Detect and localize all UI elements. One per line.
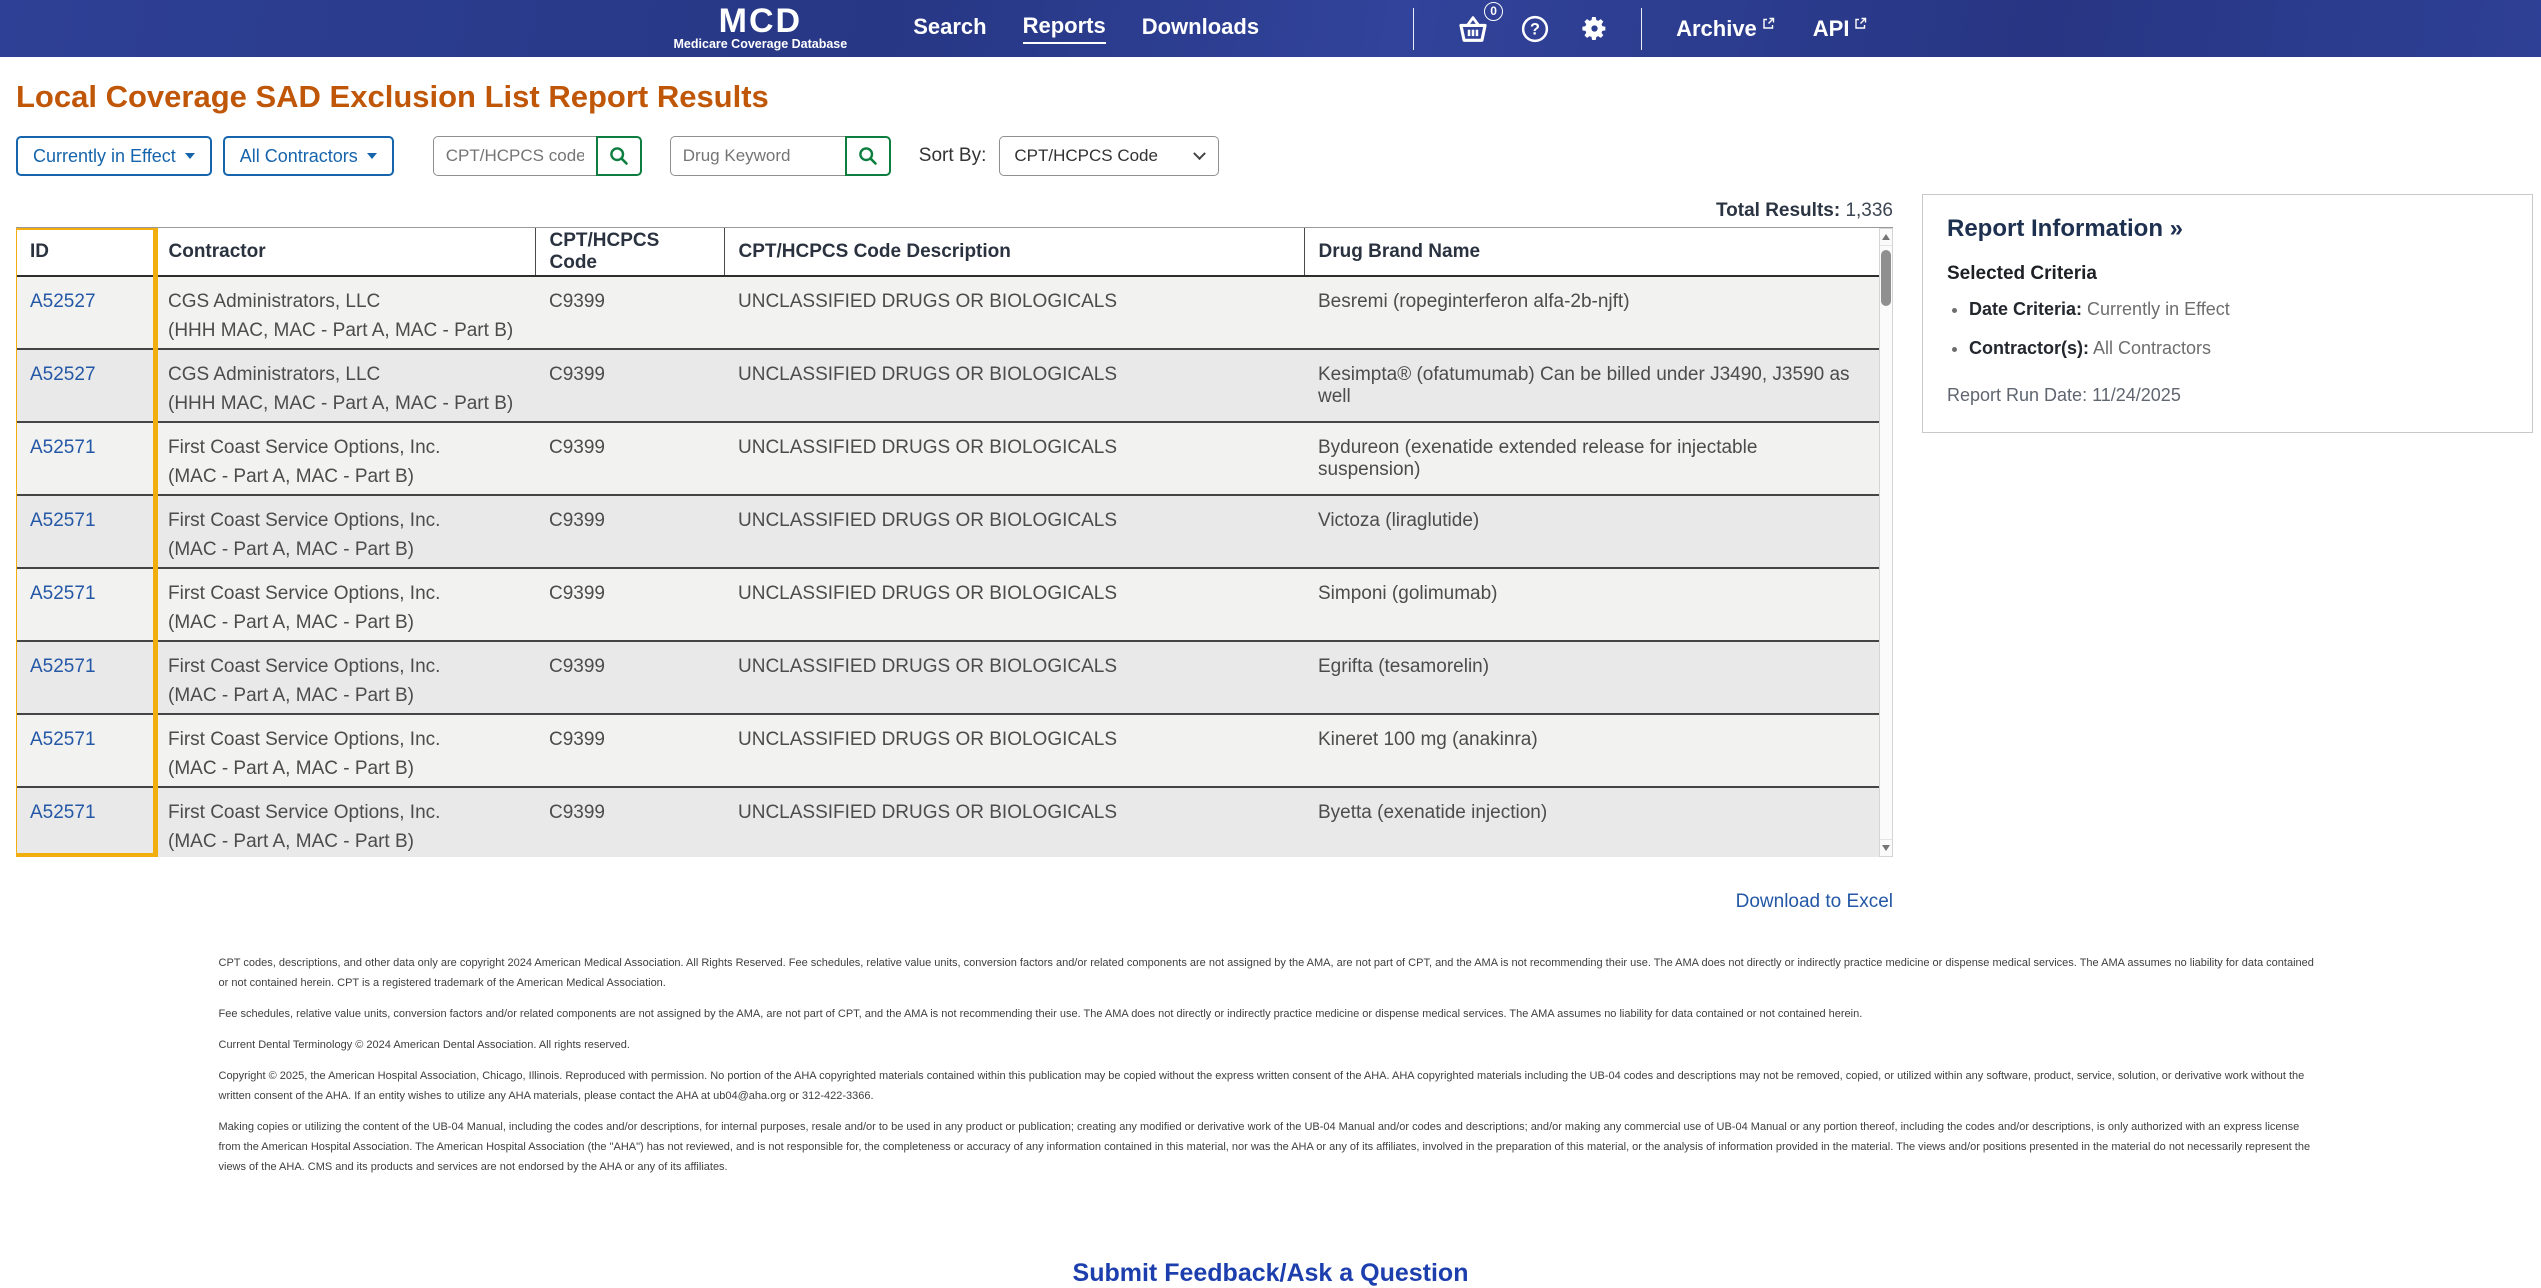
- criteria-item-date: [1969, 299, 2508, 320]
- submit-feedback-link[interactable]: Submit Feedback/Ask a Question: [1072, 1259, 1469, 1287]
- cell-description: UNCLASSIFIED DRUGS OR BIOLOGICALS: [724, 787, 1304, 857]
- cell-code: C9399: [535, 495, 724, 568]
- cell-id: [16, 276, 154, 349]
- sort-by-select[interactable]: [999, 136, 1219, 176]
- column-header-drug: Drug Brand Name: [1304, 228, 1879, 276]
- search-icon: [608, 145, 630, 167]
- contractor-name: First Coast Service Options, Inc.: [168, 437, 441, 458]
- mcd-logo-text: MCD: [718, 2, 803, 40]
- cpt-search-button[interactable]: [596, 136, 642, 176]
- api-link[interactable]: [1813, 16, 1868, 42]
- external-links-cluster: [1641, 8, 1867, 50]
- cell-drug: Victoza (liraglutide): [1304, 495, 1879, 568]
- cell-code: C9399: [535, 568, 724, 641]
- mcd-logo-subtitle: Medicare Coverage Database: [673, 37, 848, 51]
- cell-drug: Byetta (exenatide injection): [1304, 787, 1879, 857]
- date-criteria-label: Currently in Effect: [33, 145, 176, 166]
- criteria-item-contractor: [1969, 338, 2508, 359]
- table-body: [16, 276, 1879, 857]
- archive-link-label: Archive: [1676, 15, 1757, 41]
- article-id-link[interactable]: A52571: [30, 802, 96, 823]
- cell-description: UNCLASSIFIED DRUGS OR BIOLOGICALS: [724, 641, 1304, 714]
- cell-code: C9399: [535, 349, 724, 422]
- nav-icon-cluster: [1413, 4, 1609, 50]
- nav-downloads[interactable]: Downloads: [1141, 14, 1260, 39]
- table-row: [16, 495, 1879, 568]
- contractor-name: CGS Administrators, LLC: [168, 364, 381, 385]
- cell-contractor: [154, 422, 535, 495]
- results-table-container: [16, 227, 1893, 857]
- external-link-icon: [1854, 17, 1867, 30]
- contractor-name: First Coast Service Options, Inc.: [168, 802, 441, 823]
- help-icon[interactable]: [1520, 14, 1550, 44]
- cell-id: [16, 495, 154, 568]
- contractor-types: (MAC - Part A, MAC - Part B): [168, 612, 414, 633]
- search-icon: [857, 145, 879, 167]
- contractor-name: First Coast Service Options, Inc.: [168, 510, 441, 531]
- contractor-name: First Coast Service Options, Inc.: [168, 583, 441, 604]
- cell-description: UNCLASSIFIED DRUGS OR BIOLOGICALS: [724, 422, 1304, 495]
- article-id-link[interactable]: A52571: [30, 656, 96, 677]
- triangle-down-icon: [1882, 845, 1890, 851]
- selected-criteria-label: Selected Criteria: [1947, 263, 2097, 284]
- primary-nav: [913, 13, 1295, 44]
- filter-bar: [16, 136, 2541, 176]
- mcd-logo[interactable]: [673, 2, 848, 51]
- cell-drug: Bydureon (exenatide extended release for injectable suspension): [1304, 422, 1879, 495]
- cell-contractor: [154, 787, 535, 857]
- cell-code: C9399: [535, 714, 724, 787]
- legal-paragraph: Current Dental Terminology © 2024 American Dental Association. All rights reserved.: [218, 1039, 630, 1051]
- cell-description: UNCLASSIFIED DRUGS OR BIOLOGICALS: [724, 714, 1304, 787]
- cell-drug: Kesimpta® (ofatumumab) Can be billed under J3490, J3590 as well: [1304, 349, 1879, 422]
- contractor-name: First Coast Service Options, Inc.: [168, 656, 441, 677]
- cell-id: [16, 422, 154, 495]
- cpt-search-group: [433, 136, 642, 176]
- cell-id: [16, 568, 154, 641]
- cell-contractor: [154, 495, 535, 568]
- cell-description: UNCLASSIFIED DRUGS OR BIOLOGICALS: [724, 276, 1304, 349]
- cell-code: C9399: [535, 787, 724, 857]
- scroll-down-arrow[interactable]: [1880, 839, 1892, 856]
- scroll-up-arrow[interactable]: [1880, 229, 1892, 246]
- table-row: [16, 422, 1879, 495]
- page-title: Local Coverage SAD Exclusion List Report Results: [16, 79, 769, 114]
- column-header-code: CPT/HCPCS Code: [535, 228, 724, 276]
- article-id-link[interactable]: A52571: [30, 437, 96, 458]
- results-area: [16, 200, 1893, 913]
- total-results-value: 1,336: [1845, 200, 1893, 221]
- contractor-types: (MAC - Part A, MAC - Part B): [168, 758, 414, 779]
- cell-id: [16, 641, 154, 714]
- report-run-date: Report Run Date: 11/24/2025: [1947, 385, 2181, 405]
- report-information-panel: [1922, 194, 2533, 433]
- contractors-label: All Contractors: [239, 145, 358, 166]
- svg-text:?: ?: [1530, 20, 1541, 39]
- contractor-types: (HHH MAC, MAC - Part A, MAC - Part B): [168, 393, 514, 414]
- contractor-types: (MAC - Part A, MAC - Part B): [168, 466, 414, 487]
- external-link-icon: [1762, 17, 1775, 30]
- article-id-link[interactable]: A52527: [30, 291, 96, 312]
- report-information-title[interactable]: Report Information »: [1947, 215, 2184, 242]
- sort-by-label: Sort By:: [918, 145, 987, 166]
- drug-keyword-input[interactable]: [670, 136, 846, 176]
- table-scrollbar[interactable]: [1879, 228, 1893, 857]
- total-results: [16, 200, 1893, 222]
- gear-icon[interactable]: [1580, 14, 1609, 43]
- total-results-label: Total Results:: [1715, 200, 1841, 221]
- scrollbar-thumb[interactable]: [1881, 250, 1891, 306]
- table-row: [16, 787, 1879, 857]
- cell-contractor: [154, 714, 535, 787]
- cell-drug: Besremi (ropeginterferon alfa-2b-njft): [1304, 276, 1879, 349]
- cell-contractor: [154, 641, 535, 714]
- cell-description: UNCLASSIFIED DRUGS OR BIOLOGICALS: [724, 495, 1304, 568]
- cell-code: C9399: [535, 276, 724, 349]
- sort-by-value: CPT/HCPCS Code: [1014, 146, 1158, 165]
- criteria-date-value: Currently in Effect: [2082, 299, 2230, 319]
- download-line: [16, 891, 1893, 913]
- column-header-description: CPT/HCPCS Code Description: [724, 228, 1304, 276]
- legal-paragraph: Copyright © 2025, the American Hospital Association, Chicago, Illinois. Reproduced with permission. No portion of the AHA copyrighted materials contained within this publication may be copied without the express written consent of the AHA. AHA copyrighted materials including the UB-04 codes and descriptions may not be removed, copied, or utilized within any software, product, service, solution, or derivative work without the written consent of the AHA. If an entity wishes to utilize any AHA materials, please contact the AHA at ub04@aha.org or 312-422-3366.: [218, 1070, 2305, 1102]
- cell-drug: Kineret 100 mg (anakinra): [1304, 714, 1879, 787]
- cell-id: [16, 714, 154, 787]
- contractors-dropdown-button[interactable]: [223, 136, 394, 176]
- legal-notices: [219, 953, 2323, 1177]
- column-header-contractor: Contractor: [154, 228, 535, 276]
- contractor-name: CGS Administrators, LLC: [168, 291, 381, 312]
- triangle-up-icon: [1882, 234, 1890, 240]
- criteria-contractor-label: Contractor(s):: [1969, 338, 2089, 358]
- nav-reports[interactable]: Reports: [1023, 13, 1106, 44]
- article-id-link[interactable]: A52571: [30, 510, 96, 531]
- table-row: [16, 349, 1879, 422]
- drug-search-button[interactable]: [845, 136, 891, 176]
- cell-code: C9399: [535, 641, 724, 714]
- caret-down-icon: [367, 153, 377, 159]
- table-row: [16, 568, 1879, 641]
- contractor-types: (MAC - Part A, MAC - Part B): [168, 831, 414, 852]
- cell-id: [16, 349, 154, 422]
- contractor-types: (HHH MAC, MAC - Part A, MAC - Part B): [168, 320, 514, 341]
- cell-description: UNCLASSIFIED DRUGS OR BIOLOGICALS: [724, 568, 1304, 641]
- contractor-types: (MAC - Part A, MAC - Part B): [168, 685, 414, 706]
- cell-id: [16, 787, 154, 857]
- caret-down-icon: [185, 153, 195, 159]
- archive-link[interactable]: [1676, 16, 1775, 42]
- cell-contractor: [154, 568, 535, 641]
- content-area: [0, 200, 2541, 913]
- drug-search-group: [670, 136, 891, 176]
- criteria-date-label: Date Criteria:: [1969, 299, 2083, 319]
- download-to-excel-link[interactable]: Download to Excel: [1735, 891, 1893, 912]
- cell-drug: Simponi (golimumab): [1304, 568, 1879, 641]
- api-link-label: API: [1812, 15, 1850, 41]
- article-id-link[interactable]: A52571: [30, 583, 96, 604]
- cell-contractor: [154, 349, 535, 422]
- criteria-list: [1947, 299, 2508, 359]
- cpt-code-input[interactable]: [433, 136, 597, 176]
- article-id-link[interactable]: A52571: [30, 729, 96, 750]
- article-id-link[interactable]: A52527: [30, 364, 96, 385]
- table-header-row: [16, 228, 1879, 276]
- cell-code: C9399: [535, 422, 724, 495]
- contractor-name: First Coast Service Options, Inc.: [168, 729, 441, 750]
- legal-paragraph: Making copies or utilizing the content of the UB-04 Manual, including the codes and/or descriptions, for internal purposes, resale and/or to be used in any product or publication; creating any modified or derivative work of the UB-04 Manual and/or codes and descriptions; and/or making any commercial use of UB-04 Manual or any portion thereof, including the codes and/or descriptions, is only authorized with an express license from the American Hospital Association. The American Hospital Association (the "AHA") has not reviewed, and is not responsible for, the completeness or accuracy of any information contained in this material, nor was the AHA or any of its affiliates, involved in the preparation of this material, or the analysis of information provided in the material. The views and/or positions presented in the material do not necessarily represent the views of the AHA. CMS and its products and services are not endorsed by the AHA or any of its affiliates.: [218, 1121, 2311, 1173]
- column-header-id: ID: [16, 228, 154, 276]
- table-row: [16, 714, 1879, 787]
- legal-paragraph: CPT codes, descriptions, and other data only are copyright 2024 American Medical Association. All Rights Reserved. Fee schedules, relative value units, conversion factors and/or related components are not assigned by the AMA, are not part of CPT, and the AMA is not recommending their use. The AMA does not directly or indirectly practice medicine or dispense medical services. The AMA assumes no liability for data contained or not contained herein. CPT is a registered trademark of the American Medical Association.: [218, 957, 2314, 989]
- results-table: [16, 228, 1879, 857]
- cell-contractor: [154, 276, 535, 349]
- cell-description: UNCLASSIFIED DRUGS OR BIOLOGICALS: [724, 349, 1304, 422]
- cell-drug: Egrifta (tesamorelin): [1304, 641, 1879, 714]
- top-nav-bar: [0, 0, 2541, 57]
- basket-icon[interactable]: [1456, 4, 1497, 44]
- table-row: [16, 276, 1879, 349]
- date-criteria-dropdown-button[interactable]: [16, 136, 212, 176]
- contractor-types: (MAC - Part A, MAC - Part B): [168, 539, 414, 560]
- table-row: [16, 641, 1879, 714]
- feedback-line: [0, 1259, 2541, 1288]
- legal-paragraph: Fee schedules, relative value units, conversion factors and/or related components are not assigned by the AMA, are not part of CPT, and the AMA is not recommending their use. The AMA does not directly or indirectly practice medicine or dispense medical services. The AMA assumes no liability for data contained or not contained herein.: [218, 1008, 1863, 1020]
- nav-search[interactable]: Search: [913, 14, 987, 39]
- basket-count-badge: 0: [1484, 2, 1503, 21]
- criteria-contractor-value: All Contractors: [2089, 338, 2212, 358]
- chevron-down-icon: [1193, 147, 1206, 160]
